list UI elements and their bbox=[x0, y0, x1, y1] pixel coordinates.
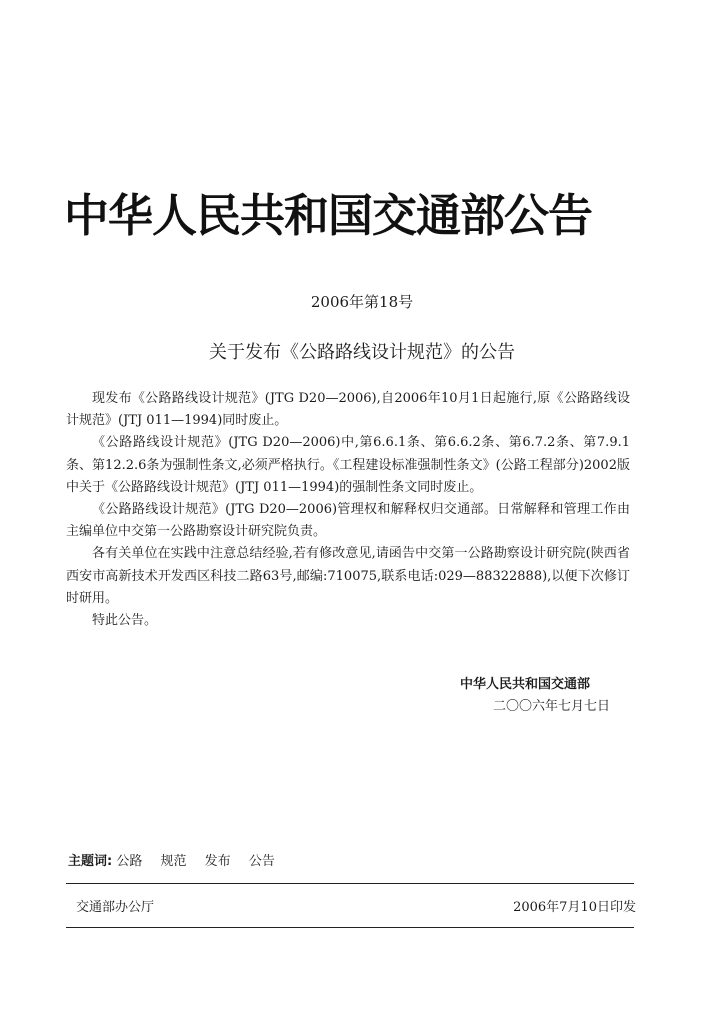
subject-label: 主题词: bbox=[68, 854, 113, 869]
footer-issuer: 交通部办公厅 bbox=[76, 900, 155, 915]
subject-term: 公告 bbox=[248, 854, 275, 869]
notice-title: 关于发布《公路路线设计规范》的公告 bbox=[209, 342, 515, 363]
notice-body bbox=[66, 388, 630, 632]
signature-block bbox=[440, 674, 610, 718]
body-paragraph: 《公路路线设计规范》(JTG D20—2006)管理权和解释权归交通部。日常解释和管理工作由主编单位中交第一公路勘察设计研究院负责。 bbox=[66, 502, 630, 540]
signature-org: 中华人民共和国交通部 bbox=[459, 677, 590, 692]
body-paragraph: 各有关单位在实践中注意总结经验,若有修改意见,请函告中交第一公路勘察设计研究院(陕西省西安市高新技术开发西区科技二路63号,邮编:710075,联系电话:029—88322888),以便下次修订时研用。 bbox=[66, 546, 630, 606]
body-paragraph: 特此公告。 bbox=[92, 613, 158, 629]
footer-divider-top bbox=[66, 883, 634, 884]
subject-line bbox=[68, 852, 289, 872]
body-paragraph: 现发布《公路路线设计规范》(JTG D20—2006),自2006年10月1日起施行,原《公路路线设计规范》(JTJ 011—1994)同时废止。 bbox=[66, 391, 630, 429]
subject-term: 公路 bbox=[116, 854, 143, 869]
body-paragraph: 《公路路线设计规范》(JTG D20—2006)中,第6.6.1条、第6.6.2条、第6.7.2条、第7.9.1条、第12.2.6条为强制性条文,必须严格执行。《工程建设标准强制性条文》(公路工程部分)2002版中关于《公路路线设计规范》(JTJ 011—1994)的强制性条文同时废止。 bbox=[66, 435, 630, 495]
footer-divider-bottom bbox=[66, 927, 634, 928]
masthead-title: 中华人民共和国交通部公告 bbox=[64, 189, 593, 242]
subject-term: 发布 bbox=[204, 854, 231, 869]
footer-print-date: 2006年7月10日印发 bbox=[513, 900, 636, 915]
subject-term: 规范 bbox=[160, 854, 187, 869]
signature-date: 二〇〇六年七月七日 bbox=[492, 699, 610, 714]
issue-number: 2006年第18号 bbox=[310, 293, 414, 311]
